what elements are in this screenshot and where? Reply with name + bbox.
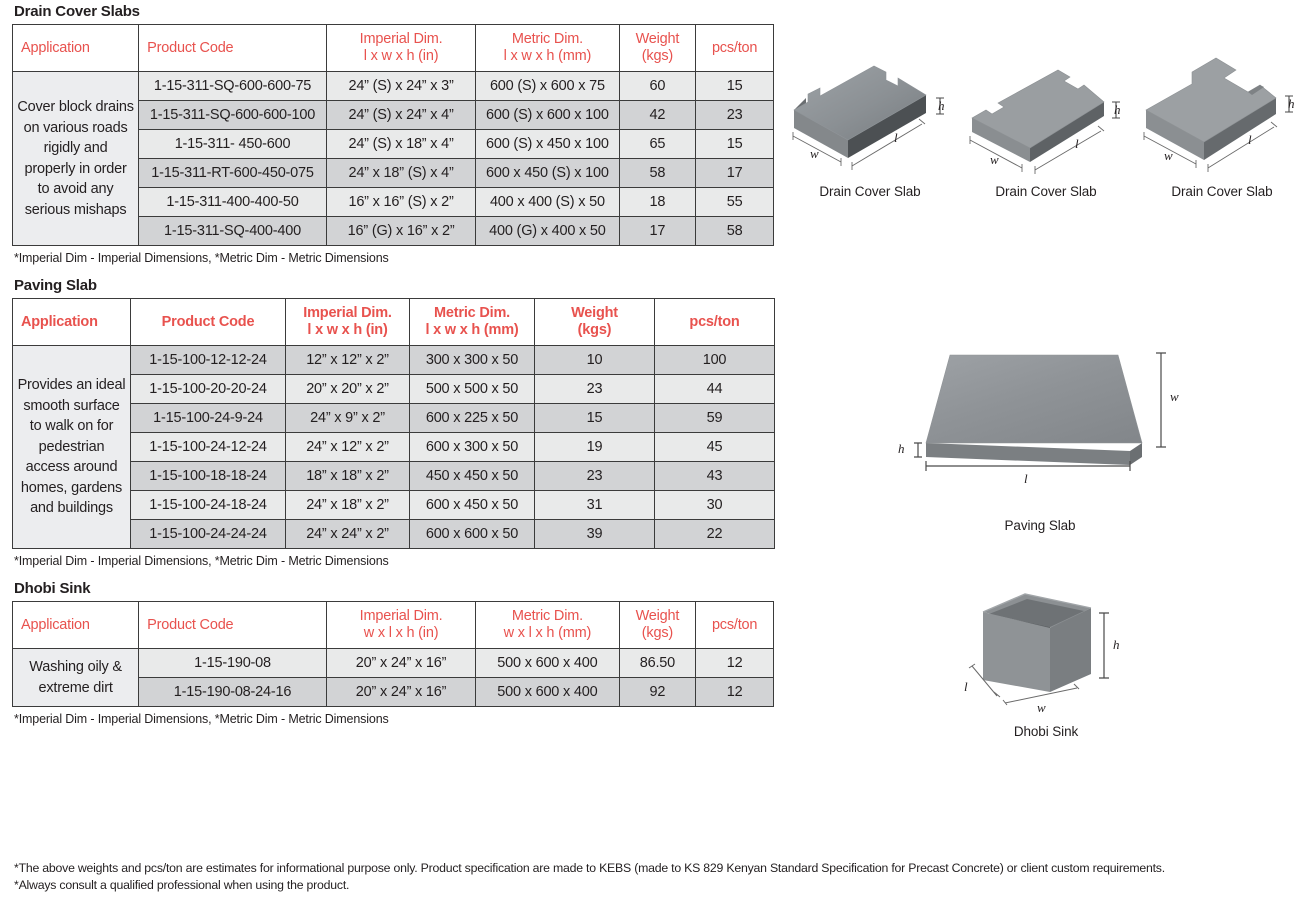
- dim-label-l: l: [1075, 136, 1079, 151]
- dim-label-l: l: [1024, 471, 1028, 486]
- cell-imperial: 24” x 9” x 2”: [286, 404, 410, 433]
- cell-weight: 92: [619, 678, 696, 707]
- cell-imperial: 24” x 12” x 2”: [286, 433, 410, 462]
- cell-weight: 19: [535, 433, 655, 462]
- drain-cover-slab-illustration-2: [962, 40, 1130, 180]
- tables-column: [12, 4, 780, 739]
- cell-product-code: 1-15-190-08: [139, 649, 327, 678]
- disclaimer-line-2: *Always consult a qualified professional when using the product.: [14, 878, 350, 892]
- header-application: Application: [13, 299, 131, 346]
- cell-pcs: 22: [655, 520, 775, 549]
- dim-label-l: l: [1248, 132, 1252, 147]
- dim-label-h: h: [1114, 102, 1121, 117]
- cell-product-code: 1-15-311-SQ-600-600-75: [139, 72, 327, 101]
- table-header-row: [13, 25, 774, 72]
- section-paving-slab: [12, 278, 780, 569]
- dhobi-sink-table: [12, 601, 774, 707]
- header-product-code: Product Code: [131, 299, 286, 346]
- cell-product-code: 1-15-100-12-12-24: [131, 346, 286, 375]
- header-product-code: Product Code: [139, 602, 327, 649]
- cell-metric: 600 x 300 x 50: [410, 433, 535, 462]
- cell-imperial: 16” (G) x 16” x 2”: [326, 217, 475, 246]
- cell-weight: 86.50: [619, 649, 696, 678]
- dim-label-w: w: [810, 146, 819, 161]
- dim-label-l: l: [894, 130, 898, 145]
- cell-pcs: 44: [655, 375, 775, 404]
- table-row: [13, 72, 774, 101]
- paving-slab-icon: [880, 345, 1200, 510]
- figure-caption: Drain Cover Slab: [995, 184, 1097, 199]
- cell-imperial: 24” (S) x 24” x 4”: [326, 101, 475, 130]
- cell-pcs: 55: [696, 188, 774, 217]
- figure-caption: Drain Cover Slab: [1171, 184, 1273, 199]
- drain-cover-slabs-table: [12, 24, 774, 246]
- header-pcs-per-ton: pcs/ton: [696, 602, 774, 649]
- cell-product-code: 1-15-311-SQ-600-600-100: [139, 101, 327, 130]
- dim-label-w: w: [1164, 148, 1173, 163]
- cell-product-code: 1-15-190-08-24-16: [139, 678, 327, 707]
- section-drain-cover-slabs: [12, 4, 780, 266]
- drain-cover-slab-illustration-3: [1138, 40, 1306, 180]
- application-cell: Provides an ideal smooth surface to walk on for pedestrian access around homes, gardens and buildings: [13, 346, 131, 549]
- header-imperial-line1: Imperial Dim.: [303, 305, 392, 321]
- section-dhobi-sink: [12, 581, 780, 727]
- cell-weight: 31: [535, 491, 655, 520]
- cell-pcs: 100: [655, 346, 775, 375]
- header-metric-line2: l x w x h (mm): [425, 322, 519, 338]
- cell-pcs: 58: [696, 217, 774, 246]
- application-cell: Washing oily & extreme dirt: [13, 649, 139, 707]
- header-metric-line1: Metric Dim.: [434, 305, 510, 321]
- paving-slab-illustration: [880, 345, 1200, 510]
- cell-pcs: 43: [655, 462, 775, 491]
- cell-product-code: 1-15-100-24-9-24: [131, 404, 286, 433]
- cell-weight: 17: [619, 217, 696, 246]
- cell-pcs: 12: [696, 678, 774, 707]
- figure-caption: Drain Cover Slab: [819, 184, 921, 199]
- header-weight-line1: Weight: [635, 608, 680, 624]
- header-imperial-dim: [286, 299, 410, 346]
- figure-drain-cover-slab-3: [1138, 40, 1306, 199]
- cell-metric: 400 (G) x 400 x 50: [476, 217, 619, 246]
- cell-pcs: 17: [696, 159, 774, 188]
- cell-imperial: 20” x 24” x 16”: [326, 678, 475, 707]
- cell-imperial: 24” x 18” x 2”: [286, 491, 410, 520]
- header-application: Application: [13, 25, 139, 72]
- header-imperial-dim: [326, 25, 475, 72]
- cell-metric: 500 x 600 x 400: [476, 678, 619, 707]
- cell-weight: 18: [619, 188, 696, 217]
- section-footnote: *Imperial Dim - Imperial Dimensions, *Metric Dim - Metric Dimensions: [14, 712, 389, 726]
- cell-metric: 400 x 400 (S) x 50: [476, 188, 619, 217]
- table-header-row: [13, 299, 775, 346]
- table-row: [13, 649, 774, 678]
- figure-caption: Paving Slab: [1004, 518, 1076, 533]
- cell-pcs: 15: [696, 130, 774, 159]
- header-weight: [619, 25, 696, 72]
- header-imperial-line2: l x w x h (in): [307, 322, 388, 338]
- cell-metric: 450 x 450 x 50: [410, 462, 535, 491]
- header-imperial-line1: Imperial Dim.: [359, 608, 443, 624]
- cell-pcs: 59: [655, 404, 775, 433]
- cell-imperial: 24” x 24” x 2”: [286, 520, 410, 549]
- drain-cover-figure-row: [786, 40, 1306, 199]
- header-weight-line1: Weight: [635, 31, 680, 47]
- cell-product-code: 1-15-311-RT-600-450-075: [139, 159, 327, 188]
- header-weight-line2: (kgs): [577, 322, 612, 338]
- cell-imperial: 24” x 18” (S) x 4”: [326, 159, 475, 188]
- header-weight-line2: (kgs): [641, 48, 674, 64]
- header-metric-line2: l x w x h (mm): [503, 48, 592, 64]
- cell-product-code: 1-15-100-18-18-24: [131, 462, 286, 491]
- drain-cover-slab-illustration-1: [786, 40, 954, 180]
- header-application: Application: [13, 602, 139, 649]
- header-weight-line1: Weight: [571, 305, 618, 321]
- cell-metric: 600 (S) x 600 x 75: [476, 72, 619, 101]
- table-row: [13, 346, 775, 375]
- figure-dhobi-sink: [951, 588, 1141, 739]
- header-metric-dim: [410, 299, 535, 346]
- dim-label-h: h: [1288, 96, 1295, 111]
- header-weight-line2: (kgs): [641, 625, 674, 641]
- figure-caption: Dhobi Sink: [1013, 724, 1079, 739]
- header-metric-dim: [476, 25, 619, 72]
- disclaimer-line-1: *The above weights and pcs/ton are estimates for informational purpose only. Product specification are made to KEBS (made to KS 829 Kenyan Standard Specification for Precast Concrete) or client custom requirements.: [14, 861, 1165, 875]
- cell-weight: 23: [535, 375, 655, 404]
- dim-label-w: w: [1170, 389, 1179, 404]
- drain-cover-slab-icon: [962, 40, 1130, 180]
- cell-pcs: 15: [696, 72, 774, 101]
- cell-product-code: 1-15-311- 450-600: [139, 130, 327, 159]
- header-metric-line2: w x l x h (mm): [503, 625, 592, 641]
- cell-imperial: 20” x 24” x 16”: [326, 649, 475, 678]
- header-imperial-dim: [326, 602, 475, 649]
- cell-metric: 600 x 450 (S) x 100: [476, 159, 619, 188]
- cell-metric: 600 x 225 x 50: [410, 404, 535, 433]
- header-metric-line1: Metric Dim.: [511, 608, 583, 624]
- header-product-code: Product Code: [139, 25, 327, 72]
- cell-product-code: 1-15-100-24-24-24: [131, 520, 286, 549]
- dim-label-h: h: [938, 98, 945, 113]
- cell-weight: 39: [535, 520, 655, 549]
- section-title: Dhobi Sink: [14, 580, 91, 597]
- cell-product-code: 1-15-311-SQ-400-400: [139, 217, 327, 246]
- cell-metric: 600 x 600 x 50: [410, 520, 535, 549]
- dhobi-sink-illustration: [951, 588, 1141, 720]
- paving-slab-table: [12, 298, 775, 549]
- cell-pcs: 23: [696, 101, 774, 130]
- cell-metric: 600 (S) x 600 x 100: [476, 101, 619, 130]
- header-metric-dim: [476, 602, 619, 649]
- cell-metric: 500 x 600 x 400: [476, 649, 619, 678]
- figure-drain-cover-slab-2: [962, 40, 1130, 199]
- cell-weight: 60: [619, 72, 696, 101]
- cell-weight: 10: [535, 346, 655, 375]
- disclaimer: [14, 860, 1299, 894]
- section-footnote: *Imperial Dim - Imperial Dimensions, *Metric Dim - Metric Dimensions: [14, 251, 389, 265]
- dhobi-sink-icon: [951, 588, 1141, 720]
- header-metric-line1: Metric Dim.: [511, 31, 583, 47]
- cell-weight: 58: [619, 159, 696, 188]
- header-pcs-per-ton: pcs/ton: [655, 299, 775, 346]
- application-cell: Cover block drains on various roads rigidly and properly in order to avoid any serious mishaps: [13, 72, 139, 246]
- cell-metric: 500 x 500 x 50: [410, 375, 535, 404]
- dim-label-h: h: [898, 441, 905, 456]
- cell-pcs: 12: [696, 649, 774, 678]
- table-header-row: [13, 602, 774, 649]
- cell-product-code: 1-15-100-24-12-24: [131, 433, 286, 462]
- header-pcs-per-ton: pcs/ton: [696, 25, 774, 72]
- cell-product-code: 1-15-311-400-400-50: [139, 188, 327, 217]
- cell-metric: 600 (S) x 450 x 100: [476, 130, 619, 159]
- figure-drain-cover-slab-1: [786, 40, 954, 199]
- dim-label-h: h: [1113, 637, 1120, 652]
- dim-label-w: w: [1037, 700, 1046, 715]
- section-title: Paving Slab: [14, 277, 97, 294]
- cell-imperial: 12” x 12” x 2”: [286, 346, 410, 375]
- dim-label-w: w: [990, 152, 999, 167]
- header-weight: [535, 299, 655, 346]
- cell-weight: 15: [535, 404, 655, 433]
- cell-metric: 300 x 300 x 50: [410, 346, 535, 375]
- cell-product-code: 1-15-100-20-20-24: [131, 375, 286, 404]
- cell-imperial: 24” (S) x 24” x 3”: [326, 72, 475, 101]
- cell-weight: 23: [535, 462, 655, 491]
- cell-pcs: 30: [655, 491, 775, 520]
- cell-pcs: 45: [655, 433, 775, 462]
- cell-imperial: 20” x 20” x 2”: [286, 375, 410, 404]
- cell-imperial: 16” x 16” (S) x 2”: [326, 188, 475, 217]
- cell-metric: 600 x 450 x 50: [410, 491, 535, 520]
- cell-imperial: 24” (S) x 18” x 4”: [326, 130, 475, 159]
- figure-paving-slab: [880, 345, 1200, 533]
- header-imperial-line2: l x w x h (in): [363, 48, 439, 64]
- dim-label-l: l: [964, 679, 968, 694]
- section-footnote: *Imperial Dim - Imperial Dimensions, *Metric Dim - Metric Dimensions: [14, 554, 389, 568]
- cell-weight: 65: [619, 130, 696, 159]
- section-title: Drain Cover Slabs: [14, 3, 140, 20]
- cell-product-code: 1-15-100-24-18-24: [131, 491, 286, 520]
- header-imperial-line1: Imperial Dim.: [359, 31, 443, 47]
- cell-weight: 42: [619, 101, 696, 130]
- header-imperial-line2: w x l x h (in): [363, 625, 439, 641]
- header-weight: [619, 602, 696, 649]
- figures-column: [786, 0, 1312, 900]
- cell-imperial: 18” x 18” x 2”: [286, 462, 410, 491]
